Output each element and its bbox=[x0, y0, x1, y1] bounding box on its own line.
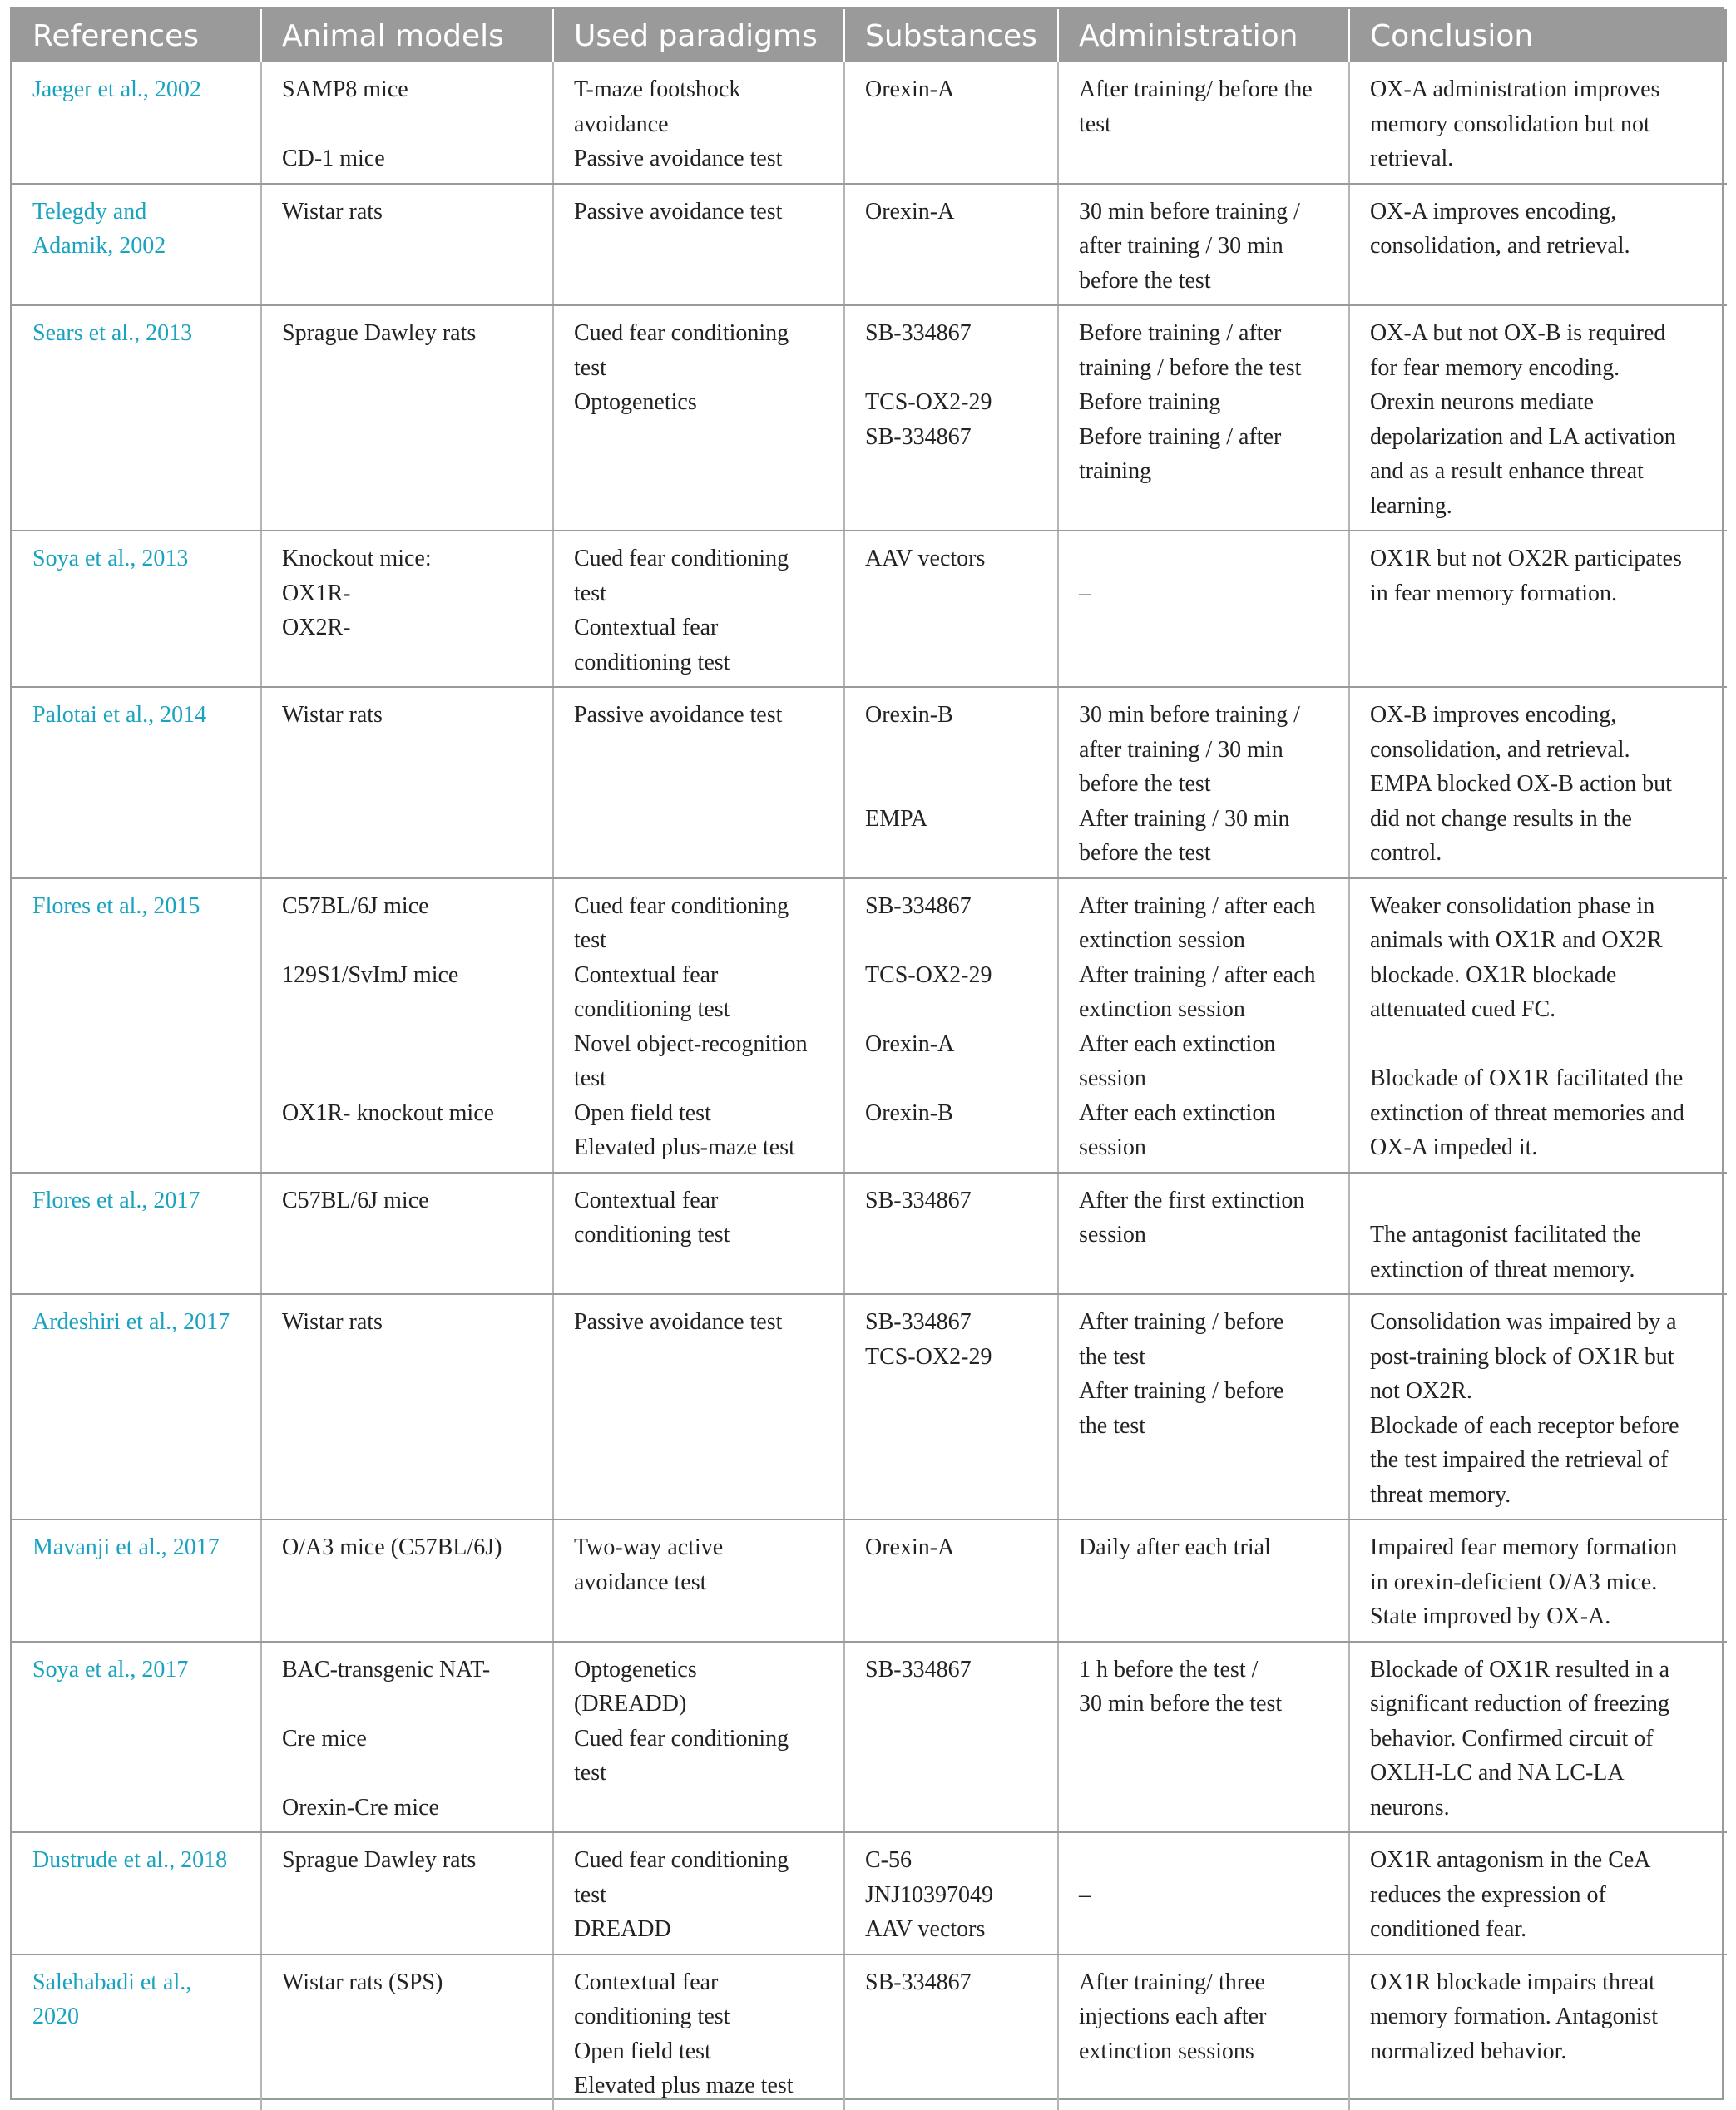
substances-cell bbox=[844, 1832, 1058, 1954]
cell-text-line: SB-334867 bbox=[865, 1309, 972, 1335]
cell-text-line: Impaired fear memory formation bbox=[1370, 1534, 1678, 1560]
cell-text-line bbox=[282, 992, 539, 1027]
cell-text-line: After training / before bbox=[1079, 1309, 1284, 1335]
cell-text-line: conditioning test bbox=[574, 649, 730, 675]
cell-text-line: Cre mice bbox=[282, 1725, 367, 1752]
cell-text-line: avoidance bbox=[574, 111, 669, 137]
paradigms-cell bbox=[553, 1954, 844, 2110]
reference-link-line[interactable]: Salehabadi et al., bbox=[32, 1969, 192, 1995]
table-row bbox=[12, 1519, 1727, 1642]
cell-text-line: JNJ10397049 bbox=[865, 1881, 994, 1908]
administration-cell bbox=[1058, 1832, 1349, 1954]
cell-text-line: session bbox=[1079, 1065, 1146, 1091]
cell-text-line: Daily after each trial bbox=[1079, 1534, 1271, 1560]
cell-text-line: behavior. Confirmed circuit of bbox=[1370, 1725, 1654, 1752]
cell-text-line: extinction of threat memory. bbox=[1370, 1256, 1635, 1282]
cell-text-line: the test impaired the retrieval of bbox=[1370, 1447, 1669, 1473]
table-row bbox=[12, 1642, 1727, 1833]
cell-text-line: 1 h before the test / bbox=[1079, 1656, 1259, 1683]
conclusion-cell bbox=[1349, 1173, 1727, 1295]
cell-text-line: Optogenetics bbox=[574, 389, 697, 415]
cell-text-line: EMPA bbox=[865, 805, 928, 832]
reference-cell[interactable] bbox=[12, 1642, 261, 1833]
cell-text-line: Contextual fear bbox=[574, 1969, 719, 1995]
reference-cell[interactable] bbox=[12, 687, 261, 878]
substances-cell bbox=[844, 1294, 1058, 1519]
cell-text-line: before the test bbox=[1079, 267, 1211, 294]
conclusion-cell bbox=[1349, 687, 1727, 878]
cell-text-line: After training / after each bbox=[1079, 961, 1316, 988]
reference-link-line[interactable]: Jaeger et al., 2002 bbox=[32, 77, 201, 102]
cell-text-line: after training / 30 min bbox=[1079, 736, 1283, 763]
cell-text-line: SB-334867 bbox=[865, 423, 972, 450]
cell-text-line: After each extinction bbox=[1079, 1099, 1276, 1126]
animal-models-cell bbox=[261, 878, 553, 1173]
cell-text-line: session bbox=[1079, 1134, 1146, 1160]
cell-text-line bbox=[282, 1687, 539, 1722]
cell-text-line: Sprague Dawley rats bbox=[282, 320, 477, 346]
cell-text-line: OX1R blockade impairs threat bbox=[1370, 1969, 1655, 1995]
cell-text-line bbox=[865, 923, 1044, 958]
cell-text-line: OX1R- knockout mice bbox=[282, 1099, 495, 1126]
animal-models-cell bbox=[261, 184, 553, 306]
cell-text-line: After training / 30 min bbox=[1079, 805, 1290, 832]
table-row bbox=[12, 62, 1727, 184]
conclusion-cell bbox=[1349, 1954, 1727, 2110]
cell-text-line bbox=[1079, 541, 1335, 576]
administration-cell bbox=[1058, 1519, 1349, 1642]
animal-models-cell bbox=[261, 1519, 553, 1642]
cell-text-line: consolidation, and retrieval. bbox=[1370, 233, 1630, 259]
animal-models-cell bbox=[261, 62, 553, 184]
animal-models-cell bbox=[261, 1954, 553, 2110]
cell-text-line: Passive avoidance test bbox=[574, 1309, 783, 1335]
cell-text-line: injections each after bbox=[1079, 2004, 1267, 2029]
reference-link-line[interactable]: Telegdy and bbox=[32, 198, 147, 225]
cell-text-line: Before training / after bbox=[1079, 423, 1282, 450]
reference-link-line[interactable]: Mavanji et al., 2017 bbox=[32, 1534, 220, 1560]
cell-text-line: – bbox=[1079, 1881, 1091, 1908]
cell-text-line: for fear memory encoding. bbox=[1370, 354, 1620, 381]
cell-text-line: EMPA blocked OX-B action but bbox=[1370, 771, 1672, 797]
reference-cell[interactable] bbox=[12, 305, 261, 531]
animal-models-cell bbox=[261, 1294, 553, 1519]
table-row bbox=[12, 1173, 1727, 1295]
substances-cell bbox=[844, 1642, 1058, 1833]
cell-text-line: Weaker consolidation phase in bbox=[1370, 892, 1655, 919]
substances-cell bbox=[844, 1954, 1058, 2110]
paradigms-cell bbox=[553, 1642, 844, 1833]
animal-models-cell bbox=[261, 531, 553, 687]
studies-table bbox=[12, 9, 1727, 2110]
cell-text-line: Wistar rats (SPS) bbox=[282, 1969, 443, 1995]
cell-text-line: did not change results in the bbox=[1370, 805, 1632, 832]
paradigms-cell bbox=[553, 184, 844, 306]
cell-text-line: Orexin neurons mediate bbox=[1370, 389, 1595, 415]
cell-text-line: in orexin-deficient O/A3 mice. bbox=[1370, 1569, 1658, 1595]
cell-text-line bbox=[1079, 1843, 1335, 1878]
cell-text-line: O/A3 mice (C57BL/6J) bbox=[282, 1534, 502, 1560]
cell-text-line: 30 min before training / bbox=[1079, 702, 1300, 728]
cell-text-line: The antagonist facilitated the bbox=[1370, 1222, 1641, 1248]
cell-text-line: animals with OX1R and OX2R bbox=[1370, 927, 1663, 953]
cell-text-line: Passive avoidance test bbox=[574, 146, 783, 171]
cell-text-line: Blockade of OX1R facilitated the bbox=[1370, 1065, 1684, 1091]
header-used-paradigms: Used paradigms bbox=[553, 9, 844, 62]
administration-cell bbox=[1058, 1294, 1349, 1519]
cell-text-line: OX2R- bbox=[282, 615, 351, 640]
cell-text-line: consolidation, and retrieval. bbox=[1370, 736, 1630, 763]
conclusion-cell bbox=[1349, 1832, 1727, 1954]
paradigms-cell bbox=[553, 531, 844, 687]
conclusion-cell bbox=[1349, 1294, 1727, 1519]
reference-link-line[interactable]: Soya et al., 2013 bbox=[32, 546, 189, 571]
cell-text-line: test bbox=[574, 1760, 606, 1786]
cell-text-line: Contextual fear bbox=[574, 961, 719, 988]
table-body bbox=[12, 62, 1727, 2110]
cell-text-line: Open field test bbox=[574, 2038, 711, 2064]
cell-text-line: SB-334867 bbox=[865, 320, 972, 346]
cell-text-line: the test bbox=[1079, 1343, 1146, 1370]
cell-text-line: After training/ before the bbox=[1079, 77, 1313, 102]
administration-cell bbox=[1058, 62, 1349, 184]
administration-cell bbox=[1058, 531, 1349, 687]
cell-text-line: SB-334867 bbox=[865, 1187, 972, 1213]
reference-cell[interactable] bbox=[12, 878, 261, 1173]
cell-text-line: OX-B improves encoding, bbox=[1370, 702, 1617, 728]
substances-cell bbox=[844, 1519, 1058, 1642]
cell-text-line: CD-1 mice bbox=[282, 146, 385, 171]
cell-text-line: depolarization and LA activation bbox=[1370, 423, 1676, 450]
cell-text-line: 30 min before training / bbox=[1079, 198, 1300, 225]
cell-text-line: OX1R- bbox=[282, 580, 351, 606]
cell-text-line: Before training / after bbox=[1079, 320, 1282, 346]
administration-cell bbox=[1058, 305, 1349, 531]
reference-link-line[interactable]: Sears et al., 2013 bbox=[32, 320, 193, 346]
substances-cell bbox=[844, 1173, 1058, 1295]
cell-text-line: Knockout mice: bbox=[282, 546, 432, 571]
cell-text-line: Cued fear conditioning bbox=[574, 892, 789, 919]
cell-text-line: extinction session bbox=[1079, 927, 1245, 953]
animal-models-cell bbox=[261, 687, 553, 878]
cell-text-line bbox=[865, 351, 1044, 386]
cell-text-line: after training / 30 min bbox=[1079, 233, 1283, 259]
cell-text-line bbox=[865, 733, 1044, 768]
cell-text-line: and as a result enhance threat bbox=[1370, 458, 1644, 484]
cell-text-line bbox=[282, 923, 539, 958]
cell-text-line: conditioning test bbox=[574, 2004, 730, 2029]
cell-text-line: C57BL/6J mice bbox=[282, 1187, 429, 1213]
header-animal-models: Animal models bbox=[261, 9, 553, 62]
cell-text-line: Novel object-recognition bbox=[574, 1030, 808, 1057]
paradigms-cell bbox=[553, 1173, 844, 1295]
studies-table-container bbox=[10, 7, 1724, 2100]
paradigms-cell bbox=[553, 1294, 844, 1519]
paradigms-cell bbox=[553, 687, 844, 878]
cell-text-line bbox=[865, 992, 1044, 1027]
cell-text-line bbox=[282, 1061, 539, 1096]
conclusion-cell bbox=[1349, 531, 1727, 687]
cell-text-line: Blockade of OX1R resulted in a bbox=[1370, 1656, 1670, 1683]
cell-text-line: After training / after each bbox=[1079, 892, 1316, 919]
administration-cell bbox=[1058, 1173, 1349, 1295]
cell-text-line: After training/ three bbox=[1079, 1969, 1265, 1995]
cell-text-line: OX1R antagonism in the CeA bbox=[1370, 1847, 1651, 1873]
cell-text-line: Elevated plus maze test bbox=[574, 2073, 794, 2098]
cell-text-line: SAMP8 mice bbox=[282, 77, 408, 102]
cell-text-line bbox=[1370, 1183, 1714, 1218]
reference-link-line[interactable]: Dustrude et al., 2018 bbox=[32, 1847, 228, 1873]
reference-cell[interactable] bbox=[12, 1294, 261, 1519]
cell-text-line: test bbox=[574, 1881, 606, 1908]
cell-text-line: Blockade of each receptor before bbox=[1370, 1412, 1679, 1439]
cell-text-line: Sprague Dawley rats bbox=[282, 1847, 477, 1873]
animal-models-cell bbox=[261, 305, 553, 531]
cell-text-line: 30 min before the test bbox=[1079, 1691, 1283, 1717]
cell-text-line: memory consolidation but not bbox=[1370, 111, 1650, 137]
administration-cell bbox=[1058, 1954, 1349, 2110]
table-row bbox=[12, 305, 1727, 531]
table-row bbox=[12, 531, 1727, 687]
cell-text-line: After training / before bbox=[1079, 1378, 1284, 1404]
cell-text-line: State improved by OX-A. bbox=[1370, 1604, 1611, 1629]
cell-text-line: OX-A but not OX-B is required bbox=[1370, 320, 1666, 346]
reference-link-line[interactable]: 2020 bbox=[32, 2004, 79, 2029]
cell-text-line: learning. bbox=[1370, 492, 1452, 519]
administration-cell bbox=[1058, 1642, 1349, 1833]
cell-text-line: significant reduction of freezing bbox=[1370, 1691, 1669, 1717]
cell-text-line: the test bbox=[1079, 1412, 1146, 1439]
administration-cell bbox=[1058, 878, 1349, 1173]
cell-text-line: Open field test bbox=[574, 1099, 711, 1126]
cell-text-line: control. bbox=[1370, 840, 1442, 866]
cell-text-line: Elevated plus-maze test bbox=[574, 1134, 795, 1160]
animal-models-cell bbox=[261, 1832, 553, 1954]
animal-models-cell bbox=[261, 1642, 553, 1833]
animal-models-cell bbox=[261, 1173, 553, 1295]
cell-text-line: conditioning test bbox=[574, 1222, 730, 1248]
cell-text-line: SB-334867 bbox=[865, 1656, 972, 1683]
cell-text-line: T-maze footshock bbox=[574, 77, 741, 102]
cell-text-line: retrieval. bbox=[1370, 146, 1454, 171]
reference-link-line[interactable]: Palotai et al., 2014 bbox=[32, 702, 207, 728]
cell-text-line: After each extinction bbox=[1079, 1030, 1276, 1057]
cell-text-line: – bbox=[1079, 580, 1091, 606]
substances-cell bbox=[844, 62, 1058, 184]
reference-cell[interactable] bbox=[12, 1519, 261, 1642]
cell-text-line: test bbox=[574, 580, 606, 606]
cell-text-line: threat memory. bbox=[1370, 1481, 1511, 1508]
conclusion-cell bbox=[1349, 184, 1727, 306]
cell-text-line: Orexin-A bbox=[865, 1534, 955, 1560]
cell-text-line: conditioned fear. bbox=[1370, 1916, 1527, 1942]
paradigms-cell bbox=[553, 1832, 844, 1954]
reference-cell[interactable] bbox=[12, 62, 261, 184]
cell-text-line: SB-334867 bbox=[865, 892, 972, 919]
cell-text-line: test bbox=[574, 927, 606, 953]
table-row bbox=[12, 687, 1727, 878]
cell-text-line: Optogenetics bbox=[574, 1656, 697, 1683]
table-row bbox=[12, 1954, 1727, 2110]
cell-text-line: OX1R but not OX2R participates bbox=[1370, 546, 1682, 571]
cell-text-line: test bbox=[1079, 111, 1111, 137]
header-substances: Substances bbox=[844, 9, 1058, 62]
cell-text-line: Orexin-B bbox=[865, 1099, 953, 1126]
cell-text-line: training / before the test bbox=[1079, 354, 1302, 381]
cell-text-line: C-56 bbox=[865, 1847, 912, 1873]
cell-text-line: Orexin-Cre mice bbox=[282, 1794, 439, 1821]
cell-text-line: Wistar rats bbox=[282, 702, 383, 728]
cell-text-line: extinction of threat memories and bbox=[1370, 1099, 1684, 1126]
conclusion-cell bbox=[1349, 1642, 1727, 1833]
paradigms-cell bbox=[553, 305, 844, 531]
header-references: References bbox=[12, 9, 261, 62]
cell-text-line: OX-A impeded it. bbox=[1370, 1134, 1538, 1160]
cell-text-line: (DREADD) bbox=[574, 1691, 687, 1717]
cell-text-line: memory formation. Antagonist bbox=[1370, 2004, 1659, 2029]
table-header bbox=[12, 9, 1727, 62]
cell-text-line: test bbox=[574, 1065, 606, 1091]
table-row bbox=[12, 878, 1727, 1173]
cell-text-line: Orexin-A bbox=[865, 1030, 955, 1057]
cell-text-line: Orexin-B bbox=[865, 702, 953, 728]
cell-text-line: training bbox=[1079, 458, 1152, 484]
cell-text-line: extinction sessions bbox=[1079, 2038, 1254, 2064]
cell-text-line: Two-way active bbox=[574, 1534, 724, 1560]
cell-text-line: Cued fear conditioning bbox=[574, 320, 789, 346]
reference-cell[interactable] bbox=[12, 531, 261, 687]
cell-text-line: not OX2R. bbox=[1370, 1378, 1472, 1404]
cell-text-line: Contextual fear bbox=[574, 1187, 719, 1213]
cell-text-line: attenuated cued FC. bbox=[1370, 996, 1556, 1022]
cell-text-line bbox=[282, 107, 539, 142]
cell-text-line: AAV vectors bbox=[865, 1916, 986, 1942]
table-row bbox=[12, 1832, 1727, 1954]
cell-text-line bbox=[865, 1061, 1044, 1096]
cell-text-line: OX-A improves encoding, bbox=[1370, 198, 1617, 225]
cell-text-line: OXLH-LC and NA LC-LA bbox=[1370, 1760, 1625, 1786]
cell-text-line: Wistar rats bbox=[282, 1309, 383, 1335]
cell-text-line: C57BL/6J mice bbox=[282, 892, 429, 919]
cell-text-line: in fear memory formation. bbox=[1370, 580, 1618, 606]
cell-text-line: blockade. OX1R blockade bbox=[1370, 961, 1617, 988]
reference-cell[interactable] bbox=[12, 1954, 261, 2110]
cell-text-line: After the first extinction bbox=[1079, 1187, 1305, 1213]
cell-text-line: Wistar rats bbox=[282, 198, 383, 225]
cell-text-line: extinction session bbox=[1079, 996, 1245, 1022]
substances-cell bbox=[844, 531, 1058, 687]
cell-text-line: session bbox=[1079, 1222, 1146, 1248]
cell-text-line: AAV vectors bbox=[865, 546, 986, 571]
header-conclusion: Conclusion bbox=[1349, 9, 1727, 62]
cell-text-line: Orexin-A bbox=[865, 198, 955, 225]
reference-cell[interactable] bbox=[12, 1173, 261, 1295]
cell-text-line: before the test bbox=[1079, 771, 1211, 797]
cell-text-line: Contextual fear bbox=[574, 615, 719, 640]
cell-text-line: before the test bbox=[1079, 840, 1211, 866]
cell-text-line: Cued fear conditioning bbox=[574, 1725, 789, 1752]
cell-text-line: DREADD bbox=[574, 1916, 671, 1942]
cell-text-line: SB-334867 bbox=[865, 1969, 972, 1995]
cell-text-line: avoidance test bbox=[574, 1569, 707, 1595]
substances-cell bbox=[844, 305, 1058, 531]
conclusion-cell bbox=[1349, 1519, 1727, 1642]
cell-text-line bbox=[282, 1027, 539, 1062]
header-administration: Administration bbox=[1058, 9, 1349, 62]
cell-text-line: Passive avoidance test bbox=[574, 198, 783, 225]
cell-text-line bbox=[1370, 1027, 1714, 1062]
header-row bbox=[12, 9, 1727, 62]
cell-text-line: reduces the expression of bbox=[1370, 1881, 1606, 1908]
cell-text-line: OX-A administration improves bbox=[1370, 77, 1660, 102]
cell-text-line: test bbox=[574, 354, 606, 381]
cell-text-line bbox=[282, 1756, 539, 1791]
table-row bbox=[12, 1294, 1727, 1519]
cell-text-line: conditioning test bbox=[574, 996, 730, 1022]
cell-text-line: normalized behavior. bbox=[1370, 2038, 1567, 2064]
administration-cell bbox=[1058, 184, 1349, 306]
administration-cell bbox=[1058, 687, 1349, 878]
substances-cell bbox=[844, 687, 1058, 878]
table-row bbox=[12, 184, 1727, 306]
paradigms-cell bbox=[553, 878, 844, 1173]
reference-link-line[interactable]: Ardeshiri et al., 2017 bbox=[32, 1309, 230, 1335]
conclusion-cell bbox=[1349, 305, 1727, 531]
conclusion-cell bbox=[1349, 878, 1727, 1173]
substances-cell bbox=[844, 878, 1058, 1173]
cell-text-line: Cued fear conditioning bbox=[574, 546, 789, 571]
reference-cell[interactable] bbox=[12, 184, 261, 306]
cell-text-line: post-training block of OX1R but bbox=[1370, 1343, 1674, 1370]
conclusion-cell bbox=[1349, 62, 1727, 184]
reference-link-line[interactable]: Flores et al., 2017 bbox=[32, 1187, 200, 1213]
cell-text-line: 129S1/SvImJ mice bbox=[282, 961, 459, 988]
cell-text-line: Cued fear conditioning bbox=[574, 1847, 789, 1873]
cell-text-line bbox=[865, 767, 1044, 802]
paradigms-cell bbox=[553, 62, 844, 184]
reference-cell[interactable] bbox=[12, 1832, 261, 1954]
cell-text-line: Orexin-A bbox=[865, 77, 955, 102]
cell-text-line: Consolidation was impaired by a bbox=[1370, 1309, 1677, 1335]
cell-text-line: TCS-OX2-29 bbox=[865, 1343, 992, 1370]
reference-link-line[interactable]: Soya et al., 2017 bbox=[32, 1656, 189, 1683]
substances-cell bbox=[844, 184, 1058, 306]
reference-link-line[interactable]: Adamik, 2002 bbox=[32, 233, 166, 259]
cell-text-line: BAC-transgenic NAT- bbox=[282, 1656, 491, 1683]
cell-text-line: neurons. bbox=[1370, 1794, 1450, 1821]
paradigms-cell bbox=[553, 1519, 844, 1642]
reference-link-line[interactable]: Flores et al., 2015 bbox=[32, 892, 200, 919]
cell-text-line: TCS-OX2-29 bbox=[865, 961, 992, 988]
cell-text-line: Before training bbox=[1079, 389, 1221, 415]
cell-text-line: Passive avoidance test bbox=[574, 702, 783, 728]
cell-text-line: TCS-OX2-29 bbox=[865, 389, 992, 415]
